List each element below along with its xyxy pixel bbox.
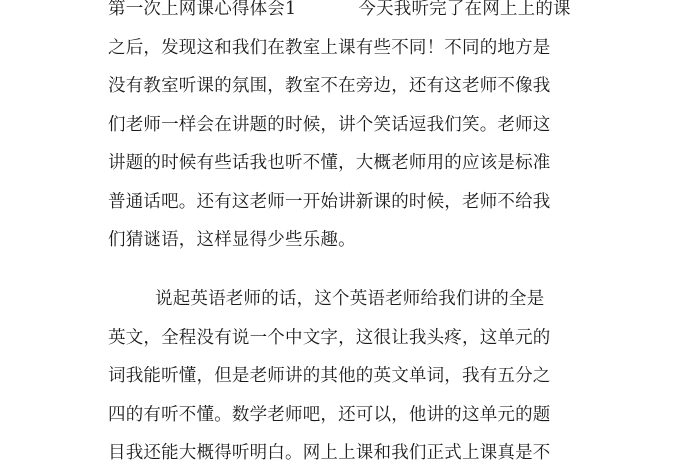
- paragraph-line: 们猜谜语，这样显得少些乐趣。: [108, 230, 356, 250]
- paragraph-line-text: 今天我听完了在网上上的课: [358, 0, 571, 19]
- paragraph-line: 词我能听懂，但是老师讲的其他的英文单词，我有五分之: [108, 366, 551, 386]
- paragraph-2: [108, 280, 588, 470]
- document-title: 第一次上网课心得体会1: [108, 0, 297, 19]
- paragraph-line: 英文，全程没有说一个中文字，这很让我头疼，这单元的: [108, 327, 551, 348]
- paragraph-line: 们老师一样会在讲题的时候，讲个笑话逗我们笑。老师这: [108, 114, 551, 135]
- paragraph-line: 讲题的时候有些话我也听不懂，大概老师用的应该是标准: [108, 153, 551, 173]
- paragraph-line: 目我还能大概得听明白。网上上课和我们正式上课真是不: [108, 443, 551, 463]
- paragraph-line: 说起英语老师的话，这个英语老师给我们讲的全是: [155, 289, 545, 309]
- paragraph-line: 四的有听不懂。数学老师吧，还可以，他讲的这单元的题: [108, 404, 551, 425]
- paragraph-1: [108, 0, 588, 260]
- paragraph-line: 普通话吧。还有这老师一开始讲新课的时候，老师不给我: [108, 191, 551, 212]
- paragraph-line: 之后，发现这和我们在教室上课有些不同！不同的地方是: [108, 37, 551, 58]
- paragraph-line: [108, 0, 588, 29]
- paragraph-line: 没有教室听课的氛围，教室不在旁边，还有这老师不像我: [108, 76, 551, 96]
